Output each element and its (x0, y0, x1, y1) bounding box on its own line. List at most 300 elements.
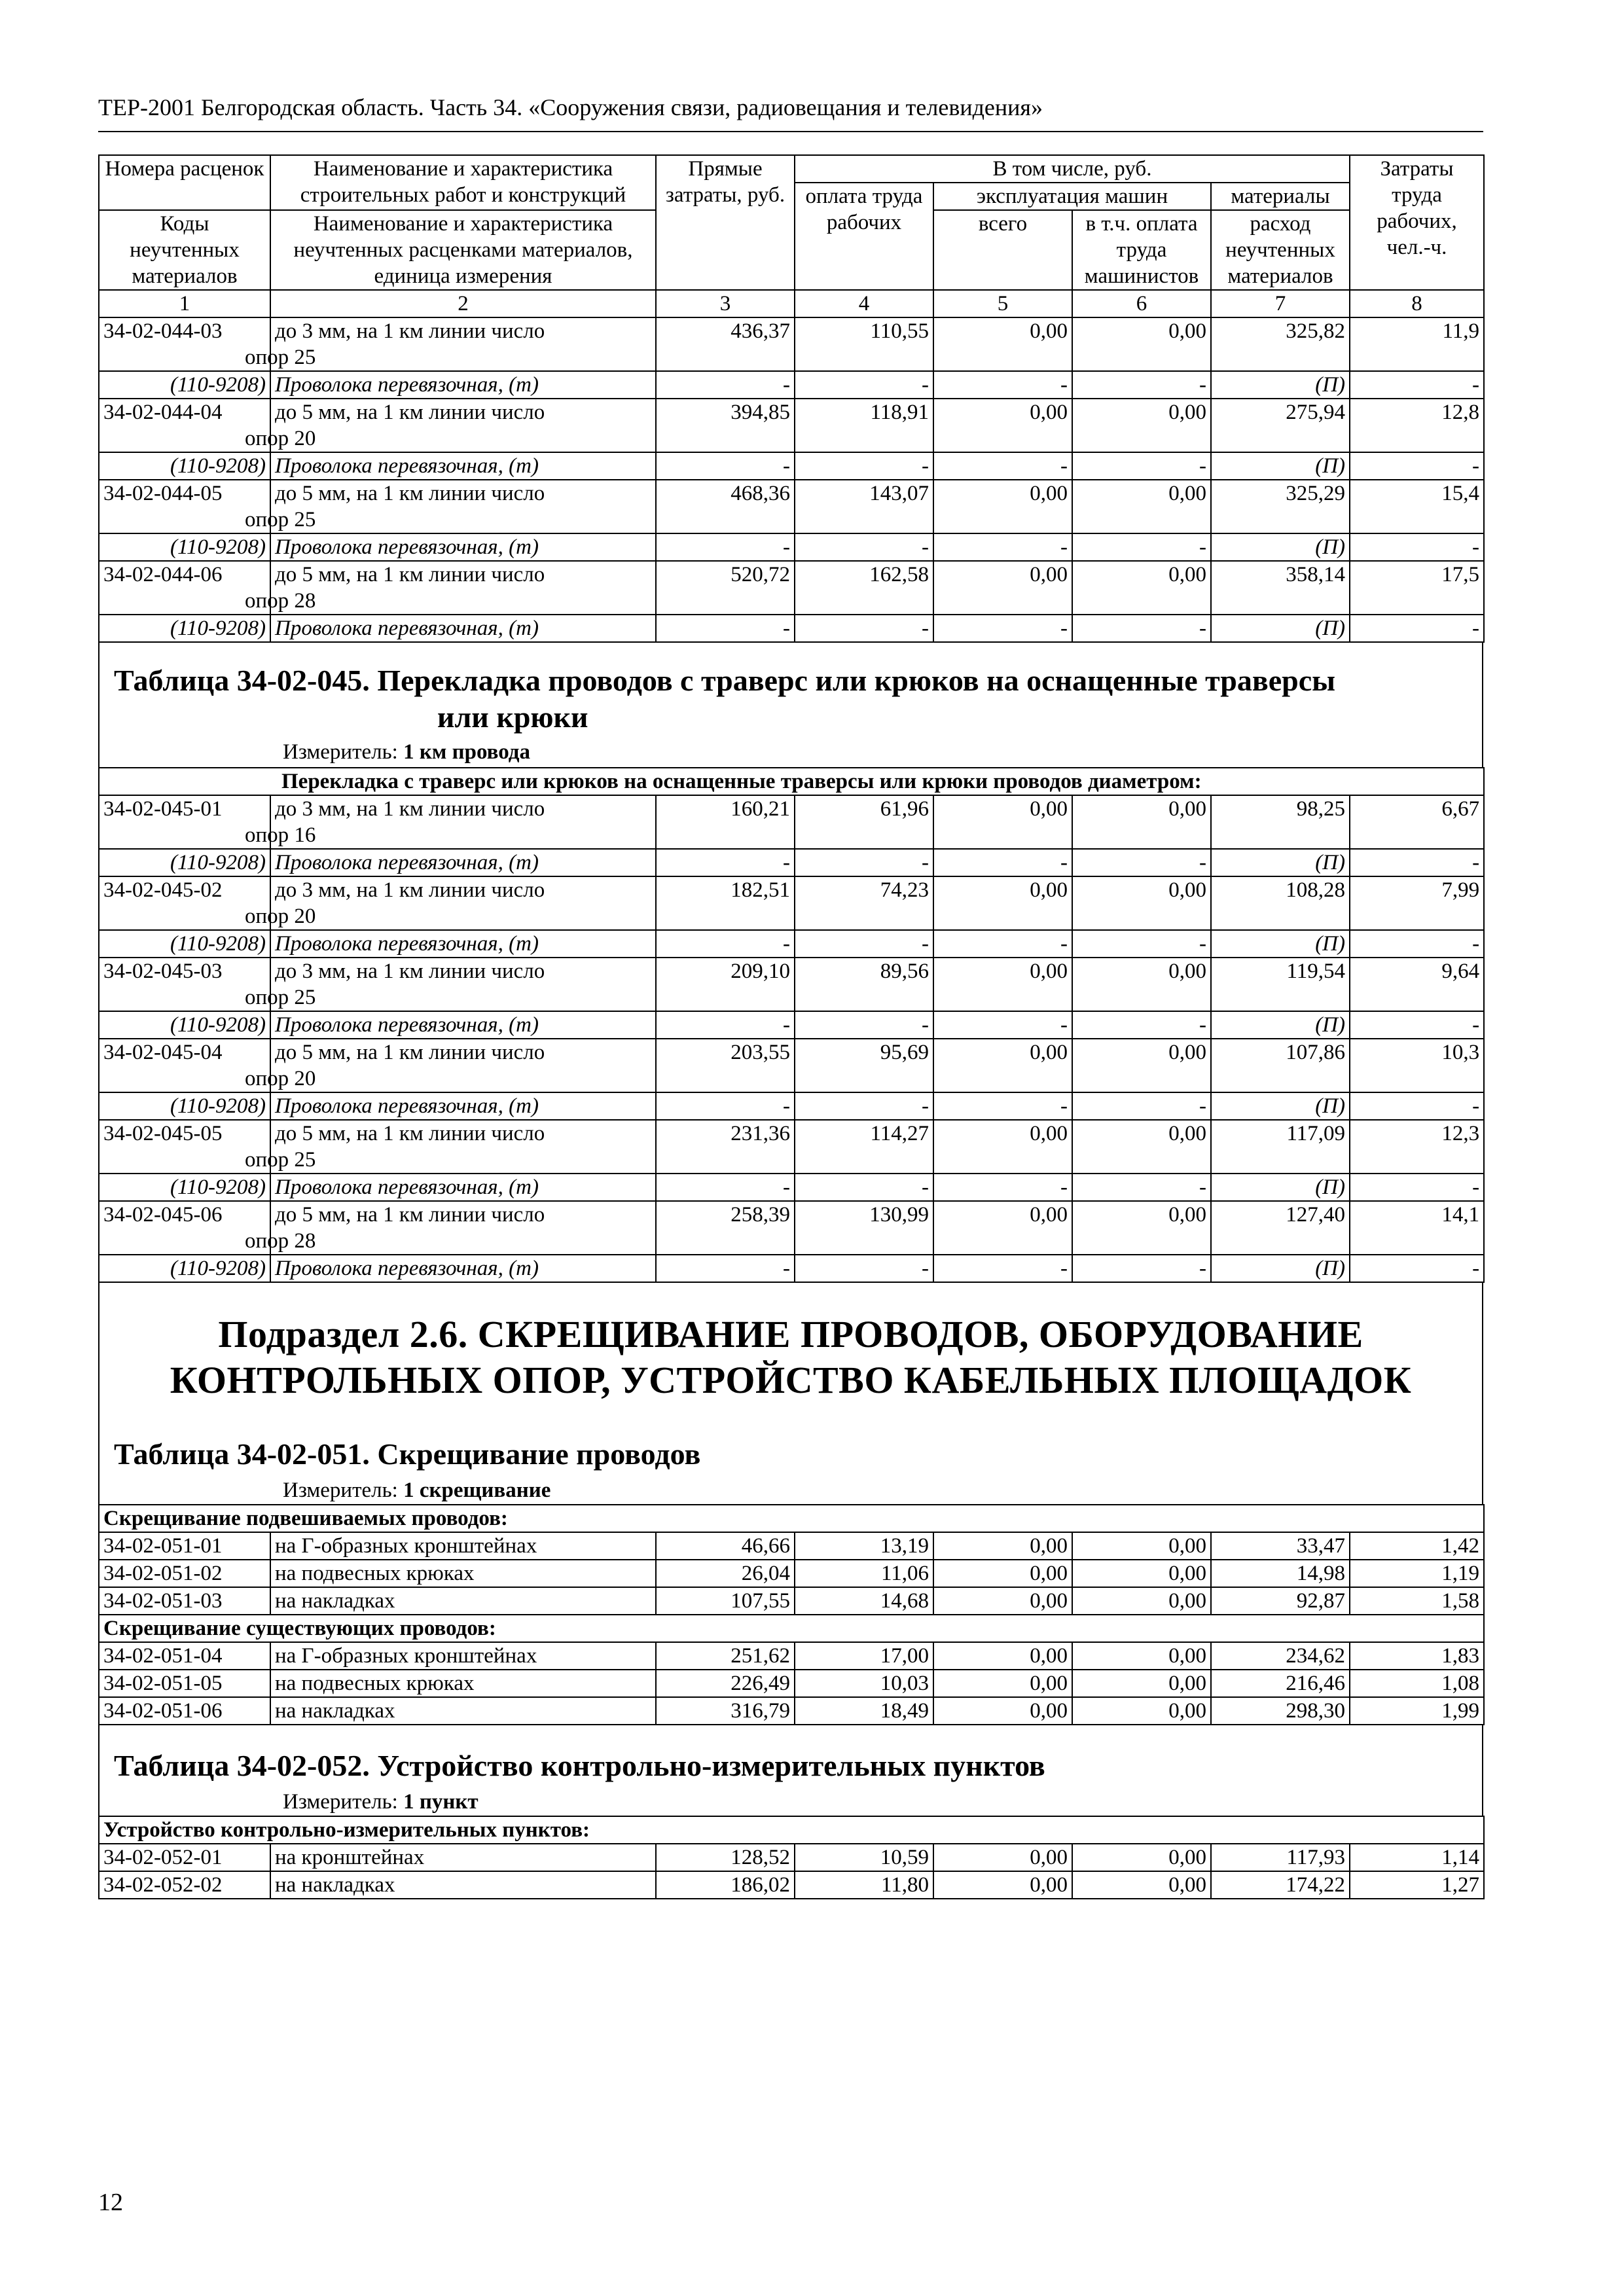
material-labor-pay: - (795, 849, 933, 876)
value-materials: 358,14 (1211, 561, 1350, 615)
rate-code: 34-02-045-04 (99, 1039, 270, 1092)
header-rate-number: Номера расценок (99, 155, 270, 210)
rate-code: 34-02-051-05 (99, 1670, 270, 1697)
table-045-group: Перекладка с траверс или крюков на оснащенные траверсы или крюки проводов диаметром: (99, 768, 1484, 795)
rate-name: на Г-образных кронштейнах (270, 1532, 656, 1560)
value-machines: 0,00 (933, 1670, 1072, 1697)
value-labor-pay: 143,07 (795, 480, 933, 533)
value-direct: 107,55 (656, 1587, 795, 1615)
material-row (99, 1255, 1484, 1282)
rate-name (245, 958, 656, 1011)
material-materials: (П) (1211, 1092, 1350, 1120)
material-machines: - (933, 1011, 1072, 1039)
material-labor: - (1350, 1092, 1484, 1120)
header-labor-costs: Затраты труда рабочих, чел.-ч. (1350, 155, 1484, 290)
rate-name: на накладках (270, 1697, 656, 1725)
material-name: Проволока перевязочная, (т) (270, 930, 656, 958)
value-materials: 275,94 (1211, 399, 1350, 452)
material-materials: (П) (1211, 533, 1350, 561)
value-machinist: 0,00 (1072, 1587, 1211, 1615)
material-name: Проволока перевязочная, (т) (270, 615, 656, 642)
rate-code: 34-02-052-01 (99, 1844, 270, 1871)
value-labor-pay: 89,56 (795, 958, 933, 1011)
table-045-title (99, 662, 1482, 736)
value-direct: 251,62 (656, 1642, 795, 1670)
header-name-unaccounted: Наименование и характеристика неучтенных расценками материалов, единица измерения (270, 210, 656, 290)
value-machines: 0,00 (933, 958, 1072, 1011)
material-machines: - (933, 1255, 1072, 1282)
rate-name (245, 480, 656, 533)
value-direct: 316,79 (656, 1697, 795, 1725)
value-machines: 0,00 (933, 1697, 1072, 1725)
value-materials: 107,86 (1211, 1039, 1350, 1092)
rate-code: 34-02-044-03 (99, 317, 270, 371)
material-row (99, 1092, 1484, 1120)
material-code: (110-9208) (99, 930, 270, 958)
rate-code: 34-02-044-06 (99, 561, 270, 615)
value-machines: 0,00 (933, 1871, 1072, 1899)
value-materials: 92,87 (1211, 1587, 1350, 1615)
value-direct: 258,39 (656, 1201, 795, 1255)
value-materials: 174,22 (1211, 1871, 1350, 1899)
rate-name (245, 795, 656, 849)
material-direct: - (656, 1092, 795, 1120)
rate-name-line1: до 5 мм, на 1 км линии число (275, 482, 545, 505)
material-direct: - (656, 371, 795, 399)
material-direct: - (656, 1255, 795, 1282)
measure-label: Измеритель: (283, 740, 398, 764)
material-code: (110-9208) (99, 1011, 270, 1039)
column-number: 6 (1072, 290, 1211, 317)
rate-name: на подвесных крюках (270, 1670, 656, 1697)
table-051 (98, 1504, 1485, 1725)
value-machinist: 0,00 (1072, 480, 1211, 533)
value-machinist: 0,00 (1072, 795, 1211, 849)
value-labor: 1,08 (1350, 1670, 1484, 1697)
rate-name-line1: до 3 мм, на 1 км линии число (275, 797, 545, 821)
value-labor-pay: 18,49 (795, 1697, 933, 1725)
material-machines: - (933, 849, 1072, 876)
header-labor-pay: оплата труда рабочих (795, 183, 933, 290)
material-name: Проволока перевязочная, (т) (270, 371, 656, 399)
rate-name: на кронштейнах (270, 1844, 656, 1871)
table-row (99, 1532, 1484, 1560)
material-machinist: - (1072, 615, 1211, 642)
header-machinist-pay: в т.ч. оплата труда машинистов (1072, 210, 1211, 290)
rate-name-line2: опор 16 (245, 823, 316, 847)
table-header-044 (98, 154, 1485, 643)
value-direct: 520,72 (656, 561, 795, 615)
value-materials: 119,54 (1211, 958, 1350, 1011)
column-number: 3 (656, 290, 795, 317)
material-direct: - (656, 615, 795, 642)
subsection-title-line2: КОНТРОЛЬНЫХ ОПОР, УСТРОЙСТВО КАБЕЛЬНЫХ ПЛОЩАДОК (170, 1359, 1412, 1401)
material-labor: - (1350, 1255, 1484, 1282)
table-row (99, 1642, 1484, 1670)
value-machines: 0,00 (933, 480, 1072, 533)
value-materials: 234,62 (1211, 1642, 1350, 1670)
value-labor: 1,27 (1350, 1871, 1484, 1899)
value-machines: 0,00 (933, 317, 1072, 371)
value-direct: 226,49 (656, 1670, 795, 1697)
value-materials: 117,09 (1211, 1120, 1350, 1174)
material-name: Проволока перевязочная, (т) (270, 1174, 656, 1201)
table-row (99, 1587, 1484, 1615)
value-materials: 108,28 (1211, 876, 1350, 930)
rate-code: 34-02-044-05 (99, 480, 270, 533)
column-number: 5 (933, 290, 1072, 317)
material-machines: - (933, 930, 1072, 958)
table-052-caption-block (98, 1725, 1483, 1816)
rate-name-line1: до 3 мм, на 1 км линии число (275, 319, 545, 343)
material-machines: - (933, 533, 1072, 561)
header-direct-costs: Прямые затраты, руб. (656, 155, 795, 290)
rate-name (245, 399, 656, 452)
table-045-title-line1: Таблица 34-02-045. Перекладка проводов с траверс или крюков на оснащенные траверсы (114, 664, 1336, 697)
table-045 (98, 767, 1485, 1283)
value-labor-pay: 114,27 (795, 1120, 933, 1174)
material-code: (110-9208) (99, 849, 270, 876)
value-labor: 9,64 (1350, 958, 1484, 1011)
value-materials: 98,25 (1211, 795, 1350, 849)
rate-name (245, 317, 656, 371)
material-machinist: - (1072, 1092, 1211, 1120)
value-machines: 0,00 (933, 795, 1072, 849)
value-labor: 14,1 (1350, 1201, 1484, 1255)
value-machines: 0,00 (933, 1039, 1072, 1092)
value-direct: 26,04 (656, 1560, 795, 1587)
value-machines: 0,00 (933, 1201, 1072, 1255)
table-045-title-line2: или крюки (437, 700, 588, 734)
value-machines: 0,00 (933, 1120, 1072, 1174)
material-machinist: - (1072, 930, 1211, 958)
table-044-body (99, 317, 1484, 642)
value-machines: 0,00 (933, 1844, 1072, 1871)
value-labor-pay: 13,19 (795, 1532, 933, 1560)
value-labor-pay: 14,68 (795, 1587, 933, 1615)
rate-name: на накладках (270, 1587, 656, 1615)
rate-name (245, 876, 656, 930)
material-materials: (П) (1211, 1011, 1350, 1039)
rate-name: на Г-образных кронштейнах (270, 1642, 656, 1670)
table-052-measure (99, 1784, 1482, 1816)
rate-name-line2: опор 20 (245, 905, 316, 928)
material-row (99, 615, 1484, 642)
group-row (99, 1615, 1484, 1642)
value-machinist: 0,00 (1072, 1039, 1211, 1092)
rate-name-line2: опор 20 (245, 427, 316, 450)
header-unaccounted-consumption: расход неучтенных материалов (1211, 210, 1350, 290)
value-labor-pay: 74,23 (795, 876, 933, 930)
value-direct: 160,21 (656, 795, 795, 849)
rate-name-line1: до 5 мм, на 1 км линии число (275, 401, 545, 424)
value-labor-pay: 17,00 (795, 1642, 933, 1670)
material-labor-pay: - (795, 1092, 933, 1120)
material-row (99, 452, 1484, 480)
material-row (99, 849, 1484, 876)
column-number: 1 (99, 290, 270, 317)
value-labor: 7,99 (1350, 876, 1484, 930)
value-direct: 394,85 (656, 399, 795, 452)
material-labor: - (1350, 1011, 1484, 1039)
rate-code: 34-02-045-06 (99, 1201, 270, 1255)
material-machinist: - (1072, 849, 1211, 876)
value-labor: 15,4 (1350, 480, 1484, 533)
value-machines: 0,00 (933, 1587, 1072, 1615)
rate-name (245, 1120, 656, 1174)
rate-code: 34-02-045-01 (99, 795, 270, 849)
value-labor-pay: 162,58 (795, 561, 933, 615)
material-labor: - (1350, 615, 1484, 642)
header-machine-operation: эксплуатация машин (933, 183, 1211, 210)
rate-code: 34-02-045-02 (99, 876, 270, 930)
value-direct: 203,55 (656, 1039, 795, 1092)
value-machinist: 0,00 (1072, 1201, 1211, 1255)
material-code: (110-9208) (99, 533, 270, 561)
value-labor: 6,67 (1350, 795, 1484, 849)
table-row (99, 1697, 1484, 1725)
value-labor-pay: 130,99 (795, 1201, 933, 1255)
material-machinist: - (1072, 1174, 1211, 1201)
table-row (99, 1844, 1484, 1871)
value-machinist: 0,00 (1072, 1871, 1211, 1899)
material-labor-pay: - (795, 930, 933, 958)
material-machines: - (933, 615, 1072, 642)
material-direct: - (656, 452, 795, 480)
group-row (99, 1816, 1484, 1844)
table-052-title: Таблица 34-02-052. Устройство контрольно-измерительных пунктов (114, 1749, 1045, 1782)
material-direct: - (656, 533, 795, 561)
rate-name-line2: опор 25 (245, 986, 316, 1009)
value-labor: 1,99 (1350, 1697, 1484, 1725)
value-labor: 11,9 (1350, 317, 1484, 371)
value-machinist: 0,00 (1072, 1670, 1211, 1697)
value-direct: 231,36 (656, 1120, 795, 1174)
value-labor: 12,3 (1350, 1120, 1484, 1174)
value-labor: 1,19 (1350, 1560, 1484, 1587)
material-row (99, 1011, 1484, 1039)
material-labor-pay: - (795, 533, 933, 561)
page-body (98, 154, 1483, 1899)
header-materials: материалы (1211, 183, 1350, 210)
measure-label: Измеритель: (283, 1790, 398, 1814)
material-materials: (П) (1211, 930, 1350, 958)
value-machinist: 0,00 (1072, 876, 1211, 930)
rate-code: 34-02-051-03 (99, 1587, 270, 1615)
value-labor: 1,42 (1350, 1532, 1484, 1560)
value-materials: 117,93 (1211, 1844, 1350, 1871)
material-code: (110-9208) (99, 371, 270, 399)
value-labor-pay: 110,55 (795, 317, 933, 371)
rate-name-line2: опор 25 (245, 508, 316, 531)
value-materials: 298,30 (1211, 1697, 1350, 1725)
column-number: 7 (1211, 290, 1350, 317)
material-name: Проволока перевязочная, (т) (270, 533, 656, 561)
material-machinist: - (1072, 533, 1211, 561)
column-number: 2 (270, 290, 656, 317)
material-machines: - (933, 452, 1072, 480)
value-labor: 1,83 (1350, 1642, 1484, 1670)
table-052-group: Устройство контрольно-измерительных пунктов: (99, 1816, 1484, 1844)
material-direct: - (656, 1174, 795, 1201)
material-materials: (П) (1211, 849, 1350, 876)
material-materials: (П) (1211, 1255, 1350, 1282)
value-materials: 325,82 (1211, 317, 1350, 371)
rate-code: 34-02-051-02 (99, 1560, 270, 1587)
material-machines: - (933, 1174, 1072, 1201)
value-direct: 46,66 (656, 1532, 795, 1560)
material-labor-pay: - (795, 615, 933, 642)
header-rule (98, 131, 1483, 132)
value-labor: 17,5 (1350, 561, 1484, 615)
rate-name-line1: до 5 мм, на 1 км линии число (275, 1122, 545, 1145)
value-materials: 33,47 (1211, 1532, 1350, 1560)
material-materials: (П) (1211, 615, 1350, 642)
material-name: Проволока перевязочная, (т) (270, 452, 656, 480)
value-materials: 216,46 (1211, 1670, 1350, 1697)
rate-code: 34-02-051-06 (99, 1697, 270, 1725)
table-052 (98, 1816, 1485, 1899)
value-labor: 12,8 (1350, 399, 1484, 452)
value-labor-pay: 11,06 (795, 1560, 933, 1587)
value-labor: 1,14 (1350, 1844, 1484, 1871)
subsection-title-line1: Подраздел 2.6. СКРЕЩИВАНИЕ ПРОВОДОВ, ОБОРУДОВАНИЕ (218, 1313, 1363, 1355)
rate-name-line1: до 5 мм, на 1 км линии число (275, 563, 545, 586)
material-labor-pay: - (795, 1255, 933, 1282)
material-machinist: - (1072, 371, 1211, 399)
material-materials: (П) (1211, 452, 1350, 480)
table-051-title: Таблица 34-02-051. Скрещивание проводов (114, 1437, 701, 1471)
material-name: Проволока перевязочная, (т) (270, 1255, 656, 1282)
value-machinist: 0,00 (1072, 399, 1211, 452)
column-number: 8 (1350, 290, 1484, 317)
value-machines: 0,00 (933, 399, 1072, 452)
rate-name: на накладках (270, 1871, 656, 1899)
header-work-name: Наименование и характеристика строительных работ и конструкций (270, 155, 656, 210)
column-number: 4 (795, 290, 933, 317)
rate-name-line2: опор 28 (245, 589, 316, 613)
material-code: (110-9208) (99, 1255, 270, 1282)
rate-name-line1: до 5 мм, на 1 км линии число (275, 1203, 545, 1227)
value-machines: 0,00 (933, 1642, 1072, 1670)
value-machinist: 0,00 (1072, 1642, 1211, 1670)
header-including: В том числе, руб. (795, 155, 1350, 183)
material-code: (110-9208) (99, 1174, 270, 1201)
rate-name (245, 1039, 656, 1092)
table-row (99, 1871, 1484, 1899)
material-labor: - (1350, 1174, 1484, 1201)
measure-value: 1 пункт (403, 1790, 478, 1814)
value-direct: 468,36 (656, 480, 795, 533)
material-labor-pay: - (795, 452, 933, 480)
material-name: Проволока перевязочная, (т) (270, 1092, 656, 1120)
material-direct: - (656, 849, 795, 876)
material-labor: - (1350, 930, 1484, 958)
value-machinist: 0,00 (1072, 561, 1211, 615)
value-labor-pay: 118,91 (795, 399, 933, 452)
value-direct: 182,51 (656, 876, 795, 930)
material-machinist: - (1072, 1255, 1211, 1282)
value-machinist: 0,00 (1072, 958, 1211, 1011)
material-labor-pay: - (795, 371, 933, 399)
value-labor-pay: 61,96 (795, 795, 933, 849)
value-machines: 0,00 (933, 561, 1072, 615)
rate-code: 34-02-051-04 (99, 1642, 270, 1670)
value-materials: 325,29 (1211, 480, 1350, 533)
subsection-block (98, 1283, 1483, 1504)
measure-value: 1 скрещивание (403, 1479, 551, 1502)
rate-name-line1: до 3 мм, на 1 км линии число (275, 878, 545, 902)
rate-name-line1: до 5 мм, на 1 км линии число (275, 1041, 545, 1064)
material-row (99, 930, 1484, 958)
rate-name-line2: опор 25 (245, 1148, 316, 1172)
rate-name (245, 1201, 656, 1255)
material-machinist: - (1072, 1011, 1211, 1039)
material-direct: - (656, 930, 795, 958)
value-machinist: 0,00 (1072, 1120, 1211, 1174)
material-labor: - (1350, 533, 1484, 561)
material-materials: (П) (1211, 371, 1350, 399)
rate-code: 34-02-044-04 (99, 399, 270, 452)
table-051-group-2: Скрещивание существующих проводов: (99, 1615, 1484, 1642)
value-machinist: 0,00 (1072, 1697, 1211, 1725)
value-machinist: 0,00 (1072, 1844, 1211, 1871)
value-labor-pay: 10,59 (795, 1844, 933, 1871)
table-row (99, 1560, 1484, 1587)
rate-name (245, 561, 656, 615)
column-number-row (99, 290, 1484, 317)
value-labor: 10,3 (1350, 1039, 1484, 1092)
table-045-measure (99, 736, 1482, 767)
table-051-group-1: Скрещивание подвешиваемых проводов: (99, 1505, 1484, 1532)
value-labor-pay: 11,80 (795, 1871, 933, 1899)
material-row (99, 533, 1484, 561)
header-total: всего (933, 210, 1072, 290)
rate-name: на подвесных крюках (270, 1560, 656, 1587)
material-labor: - (1350, 849, 1484, 876)
rate-name-line2: опор 20 (245, 1067, 316, 1090)
rate-name-line2: опор 28 (245, 1229, 316, 1253)
rate-code: 34-02-051-01 (99, 1532, 270, 1560)
material-row (99, 371, 1484, 399)
rate-code: 34-02-045-05 (99, 1120, 270, 1174)
rate-name-line2: опор 25 (245, 346, 316, 369)
material-code: (110-9208) (99, 615, 270, 642)
material-labor-pay: - (795, 1174, 933, 1201)
measure-label: Измеритель: (283, 1479, 398, 1502)
group-row (99, 1505, 1484, 1532)
value-machinist: 0,00 (1072, 317, 1211, 371)
material-labor: - (1350, 371, 1484, 399)
material-machines: - (933, 1092, 1072, 1120)
material-direct: - (656, 1011, 795, 1039)
measure-value: 1 км провода (403, 740, 530, 764)
value-machinist: 0,00 (1072, 1532, 1211, 1560)
page-number: 12 (98, 2189, 123, 2216)
value-direct: 186,02 (656, 1871, 795, 1899)
value-labor: 1,58 (1350, 1587, 1484, 1615)
material-code: (110-9208) (99, 452, 270, 480)
material-labor: - (1350, 452, 1484, 480)
value-labor-pay: 95,69 (795, 1039, 933, 1092)
table-row (99, 1670, 1484, 1697)
running-head: ТЕР-2001 Белгородская область. Часть 34. «Сооружения связи, радиовещания и телевидения» (98, 94, 1043, 120)
value-machines: 0,00 (933, 1560, 1072, 1587)
material-name: Проволока перевязочная, (т) (270, 1011, 656, 1039)
material-code: (110-9208) (99, 1092, 270, 1120)
value-machines: 0,00 (933, 876, 1072, 930)
material-labor-pay: - (795, 1011, 933, 1039)
